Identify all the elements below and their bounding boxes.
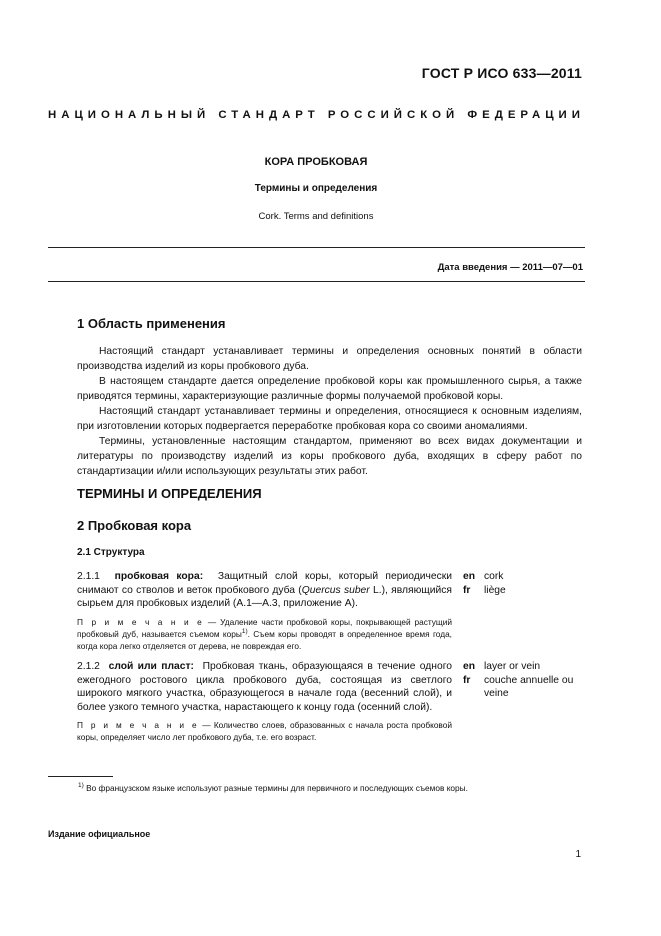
document-subtitle: Термины и определения bbox=[254, 183, 378, 194]
term-number: 2.1.1 bbox=[77, 571, 100, 582]
introduction-date: Дата введения — 2011—07—01 bbox=[437, 262, 583, 273]
footnote-mark: 1) bbox=[78, 782, 84, 790]
note-label: П р и м е ч а н и е bbox=[77, 617, 205, 627]
paragraph: В настоящем стандарте дается определение пробковой коры как промышленного сырья, а также приводятся термины, характеризующие различные формы получаемой пробковой коры. bbox=[77, 376, 582, 402]
note-text-end: . Съем коры проводят в определенное время года, когда кора легко отделяется от дерева, не повреждая его. bbox=[77, 629, 452, 651]
translation-fr: liège bbox=[484, 584, 506, 596]
section-1-heading: 1 Область применения bbox=[77, 316, 226, 331]
document-title: КОРА ПРОБКОВАЯ bbox=[264, 156, 368, 168]
translations bbox=[484, 660, 584, 701]
note-text: — Количество слоев, образованных с начала роста пробковой коры, определяет число лет пробкового дуба, т.е. его возраст. bbox=[77, 720, 452, 742]
footnote-reference: 1) bbox=[241, 628, 248, 636]
note-label: П р и м е ч а н и е bbox=[77, 720, 199, 730]
translation-en: layer or vein bbox=[484, 661, 541, 672]
translation-en: cork bbox=[484, 571, 504, 582]
lang-fr-label: fr bbox=[463, 584, 471, 596]
term-number: 2.1.2 bbox=[77, 661, 100, 672]
term-entry-2-1-2 bbox=[77, 660, 452, 714]
page-number: 1 bbox=[575, 849, 581, 860]
note-2-1-1 bbox=[77, 616, 452, 652]
term-definition-end: L.), являющийся сырьем для пробковых изделий (А.1—А.3, приложение А). bbox=[77, 584, 452, 609]
footnote-text: Во французском языке используют разные термины для первичного и последующих съемов коры. bbox=[83, 783, 468, 793]
translations bbox=[484, 570, 584, 597]
edition-label: Издание официальное bbox=[48, 829, 151, 839]
term-definition: Защитный слой коры, который периодически снимают со стволов и веток пробкового дуба ( bbox=[77, 571, 452, 596]
paragraph: Настоящий стандарт устанавливает термины и определения основных понятий в области производства изделий из коры пробкового дуба. bbox=[77, 346, 582, 372]
paragraph: Настоящий стандарт устанавливает термины и определения, относящиеся к основным изделиям, при изготовлении которых подвергается переработке пробковая кора со своими аномалиями. bbox=[77, 406, 582, 432]
terms-heading: ТЕРМИНЫ И ОПРЕДЕЛЕНИЯ bbox=[77, 486, 262, 501]
lang-fr-label: fr bbox=[463, 674, 471, 686]
lang-en-label: en bbox=[463, 661, 476, 672]
english-title: Cork. Terms and definitions bbox=[258, 211, 374, 222]
header-divider bbox=[48, 247, 585, 248]
national-standard-banner: НАЦИОНАЛЬНЫЙ СТАНДАРТ РОССИЙСКОЙ ФЕДЕРАЦИИ bbox=[48, 109, 585, 121]
term-definition-italic: Quercus suber bbox=[301, 584, 370, 596]
section-2-heading: 2 Пробковая кора bbox=[77, 518, 192, 533]
term-entry-2-1-1 bbox=[77, 570, 452, 611]
term-name: слой или пласт: bbox=[108, 661, 194, 672]
term-definition: Пробковая ткань, образующаяся в течение одного ежегодного ростового цикла пробкового дуба, состоящая из светлого широкого мягкого участка, образующегося в начале года (весенний слой), и более узкого темного участка, нарастающего к концу года (осенний слой). bbox=[77, 661, 452, 713]
note-2-1-2 bbox=[77, 719, 452, 743]
translation-fr: couche annuelle ou veine bbox=[484, 674, 574, 699]
language-codes bbox=[463, 570, 475, 597]
date-divider bbox=[48, 281, 585, 282]
lang-en-label: en bbox=[463, 571, 476, 582]
note-text: — Удаление части пробковой коры, покрывающей растущий пробковый дуб, называется съемом коры bbox=[77, 617, 453, 639]
subsection-2-1-heading: 2.1 Структура bbox=[77, 547, 145, 558]
footnote-divider bbox=[48, 776, 113, 777]
language-codes bbox=[463, 660, 475, 687]
term-name: пробковая кора: bbox=[114, 571, 204, 582]
document-number: ГОСТ Р ИСО 633—2011 bbox=[421, 65, 582, 81]
paragraph: Термины, установленные настоящим стандартом, применяют во всех видах документации и литературы по производству изделий из коры пробкового дуба, входящих в сферу работ по стандартизации и/или использующих результаты этих работ. bbox=[77, 436, 582, 477]
footnote bbox=[48, 782, 468, 794]
